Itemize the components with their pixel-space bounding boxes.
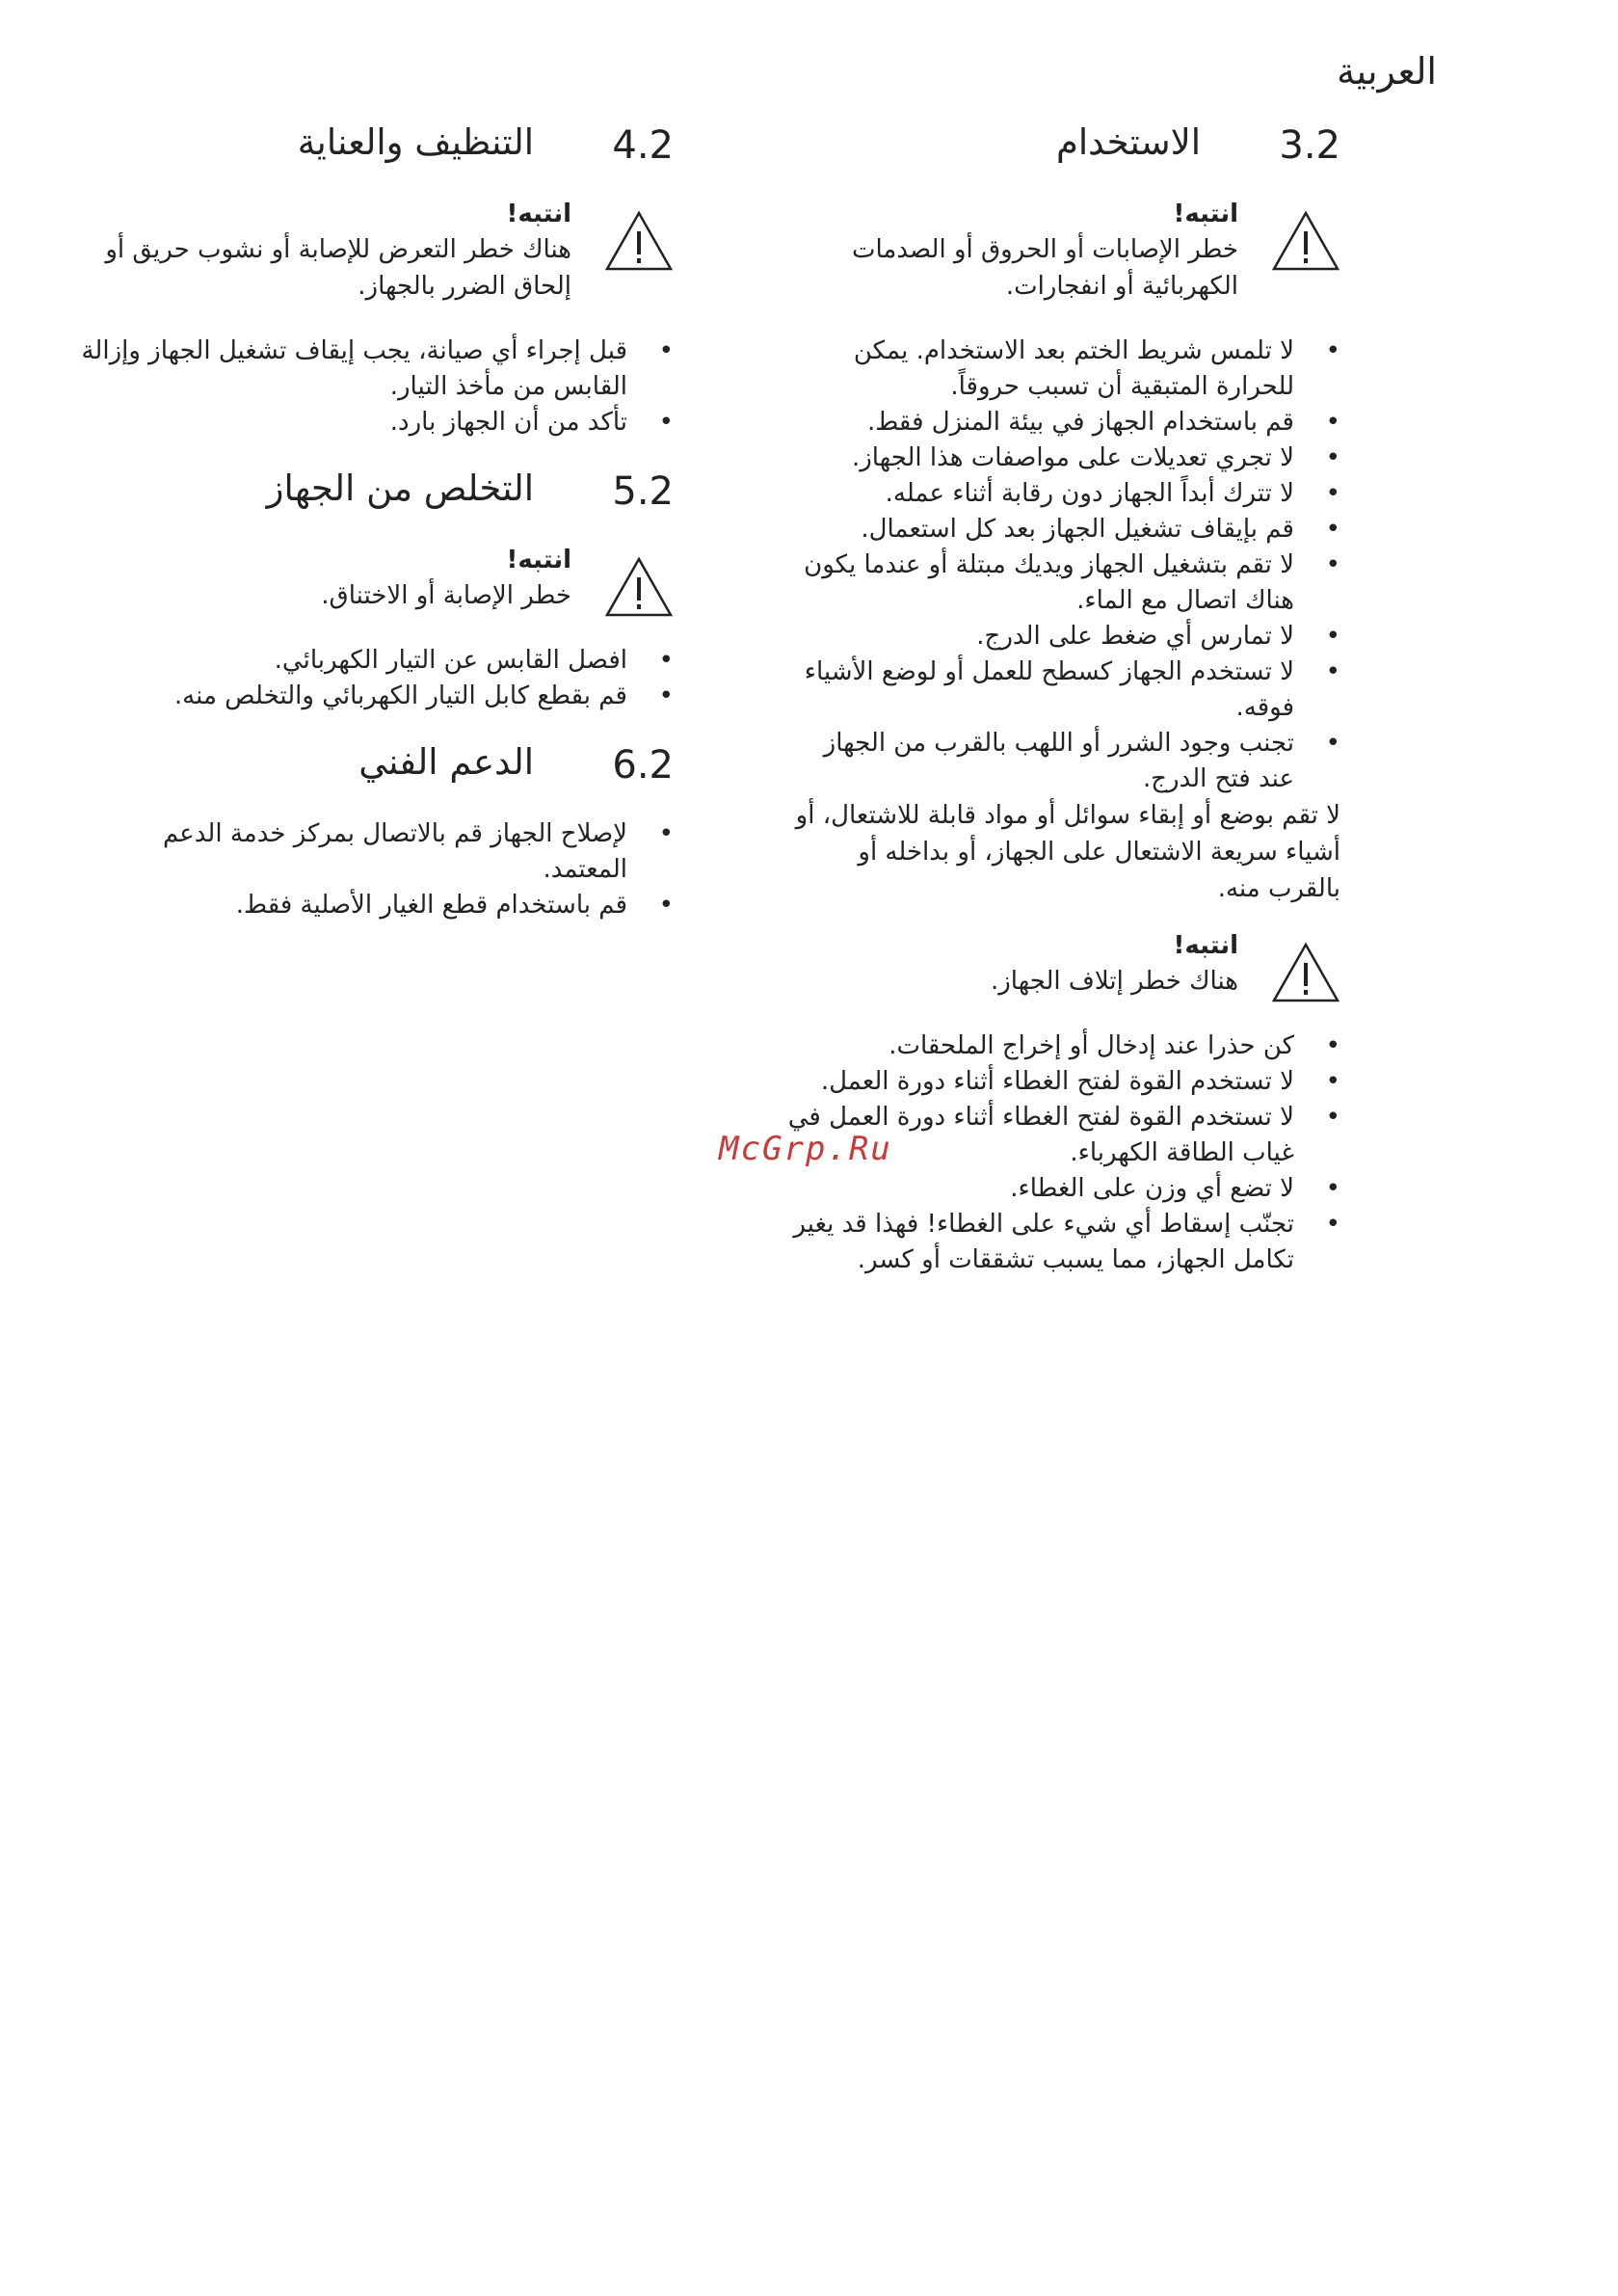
warning-text: هناك خطر إتلاف الجهاز. <box>990 967 1238 996</box>
list-item: • قم بقطع كابل التيار الكهربائي والتخلص منه. <box>173 681 674 710</box>
list-item: • قم باستخدام الجهاز في بيئة المنزل فقط. <box>866 408 1340 437</box>
list-item: • لا تقم بتشغيل الجهاز ويديك مبتلة أو عندما يكون هناك اتصال مع الماء. <box>804 550 1340 615</box>
section-number: 6.2 <box>612 743 674 788</box>
warning-box <box>782 197 1340 305</box>
list-item: • لا تستخدم القوة لفتح الغطاء أثناء دورة العمل في غياب الطاقة الكهرباء. <box>787 1103 1340 1167</box>
list-item: • لا تمارس أي ضغط على الدرج. <box>976 622 1340 651</box>
warning-text: خطر الإصابات أو الحروق أو الصدمات الكهربائية أو انفجارات. <box>852 235 1238 301</box>
warning-box <box>782 928 1340 1000</box>
section-title: التنظيف والعناية <box>297 121 534 163</box>
warning-label: انتبه! <box>1173 200 1238 228</box>
warning-triangle-icon <box>1271 210 1340 272</box>
list-item: • لا تجري تعديلات على مواصفات هذا الجهاز. <box>851 443 1340 472</box>
warning-triangle-icon <box>604 556 674 618</box>
warning-label: انتبه! <box>506 546 571 574</box>
list-item: • لإصلاح الجهاز قم بالاتصال بمركز خدمة الدعم المعتمد. <box>162 819 674 884</box>
section-3-2-heading <box>782 123 1340 175</box>
left-column <box>76 123 674 952</box>
page-language-header: العربية <box>1337 50 1437 93</box>
list-item: • كن حذرا عند إدخال أو إخراج الملحقات. <box>889 1031 1340 1060</box>
list-item: • قم بإيقاف تشغيل الجهاز بعد كل استعمال. <box>861 515 1340 544</box>
warning-text: خطر الإصابة أو الاختناق. <box>321 581 571 610</box>
list-item: • لا تترك أبداً الجهاز دون رقابة أثناء عمله. <box>885 479 1340 508</box>
list-item: • لا تستخدم الجهاز كسطح للعمل أو لوضع الأشياء فوقه. <box>804 657 1340 722</box>
list-item: • قم باستخدام قطع الغيار الأصلية فقط. <box>235 891 674 920</box>
warning-label: انتبه! <box>506 200 571 228</box>
list-item: • تجنب وجود الشرر أو اللهب بالقرب من الجهاز عند فتح الدرج. <box>823 729 1340 793</box>
list-item: • تجنّب إسقاط أي شيء على الغطاء! فهذا قد يغير تكامل الجهاز، مما يسبب تشققات أو كسر. <box>793 1210 1340 1274</box>
list-item: • لا تلمس شريط الختم بعد الاستخدام. يمكن للحرارة المتبقية أن تسبب حروقاً. <box>853 336 1340 401</box>
list-item: • لا تستخدم القوة لفتح الغطاء أثناء دورة العمل. <box>820 1067 1340 1096</box>
warning-label: انتبه! <box>1173 931 1238 960</box>
warning-triangle-icon <box>1271 942 1340 1003</box>
warning-box <box>76 197 674 305</box>
bullet-list <box>782 334 1340 797</box>
section-4-2-heading <box>76 123 674 175</box>
list-item: • قبل إجراء أي صيانة، يجب إيقاف تشغيل الجهاز وإزالة القابس من مأخذ التيار. <box>81 336 674 401</box>
warning-text: هناك خطر التعرض للإصابة أو نشوب حريق أو إلحاق الضرر بالجهاز. <box>105 235 571 301</box>
list-item: • تأكد من أن الجهاز بارد. <box>389 408 674 437</box>
list-item: • لا تضع أي وزن على الغطاء. <box>1010 1174 1340 1203</box>
section-6-2-heading <box>76 743 674 795</box>
section-number: 3.2 <box>1279 123 1340 168</box>
list-item: • افصل القابس عن التيار الكهربائي. <box>274 646 674 675</box>
warning-triangle-icon <box>604 210 674 272</box>
bullet-list <box>76 643 674 714</box>
section-title: الدعم الفني <box>358 741 534 783</box>
watermark: McGrp.Ru <box>719 1130 892 1168</box>
section-title: التخلص من الجهاز <box>266 467 534 509</box>
bullet-list <box>76 334 674 441</box>
section-title: الاستخدام <box>1055 121 1201 163</box>
warning-box <box>76 543 674 614</box>
paragraph: لا تقم بوضع أو إبقاء سوائل أو مواد قابلة للاشتعال، أو أشياء سريعة الاشتعال على الجهاز، أو بداخله أو بالقرب منه. <box>795 801 1340 903</box>
bullet-list <box>76 816 674 923</box>
section-5-2-heading <box>76 469 674 521</box>
section-number: 5.2 <box>612 469 674 514</box>
section-number: 4.2 <box>612 123 674 168</box>
